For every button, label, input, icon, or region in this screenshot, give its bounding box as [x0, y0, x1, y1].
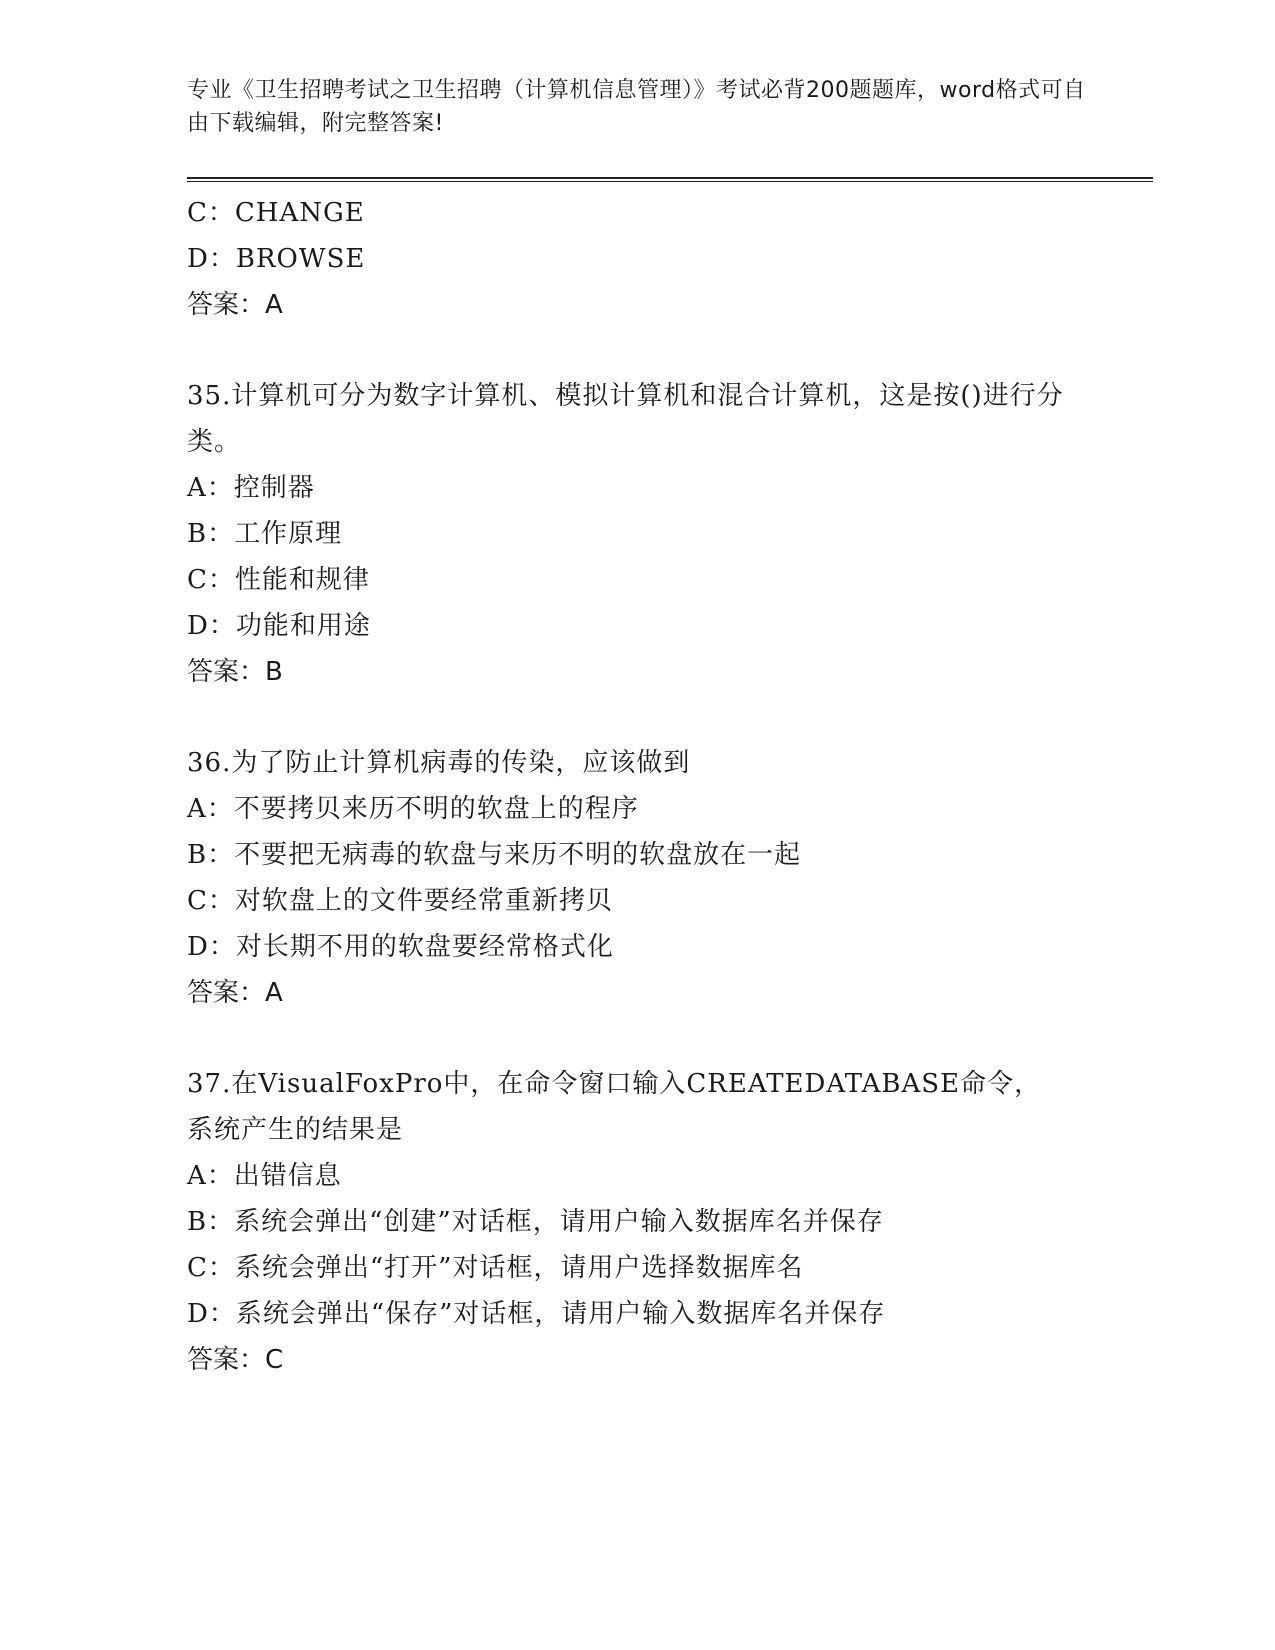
- question-stem: 37.在VisualFoxPro中，在命令窗口输入CREATEDATABASE命令，系统产生的结果是: [187, 1069, 1042, 1145]
- answer-line: 答案：C: [187, 1345, 284, 1375]
- option-d: D：BROWSE: [187, 244, 366, 274]
- option-a: A：不要拷贝来历不明的软盘上的程序: [187, 794, 639, 824]
- option-c: C：性能和规律: [187, 565, 370, 595]
- answer-line: 答案：A: [187, 290, 283, 320]
- question-stem: 35.计算机可分为数字计算机、模拟计算机和混合计算机，这是按()进行分类。: [187, 381, 1064, 457]
- option-d: D：功能和用途: [187, 611, 371, 641]
- option-c: C：CHANGE: [187, 198, 365, 228]
- option-c: C：对软盘上的文件要经常重新拷贝: [187, 886, 613, 916]
- header-title: 专业《卫生招聘考试之卫生招聘（计算机信息管理）》考试必背200题题库，word格式可自由下载编辑，附完整答案!: [187, 78, 1086, 136]
- option-d: D：系统会弹出“保存”对话框，请用户输入数据库名并保存: [187, 1299, 886, 1329]
- option-b: B：工作原理: [187, 519, 343, 549]
- option-a: A：控制器: [187, 473, 315, 503]
- question-stem: 36.为了防止计算机病毒的传染，应该做到: [187, 748, 691, 778]
- option-d: D：对长期不用的软盘要经常格式化: [187, 932, 614, 962]
- document-header: [187, 74, 1107, 140]
- option-b: B：系统会弹出“创建”对话框，请用户输入数据库名并保存: [187, 1207, 884, 1237]
- option-a: A：出错信息: [187, 1161, 342, 1191]
- option-c: C：系统会弹出“打开”对话框，请用户选择数据库名: [187, 1253, 804, 1283]
- option-b: B：不要把无病毒的软盘与来历不明的软盘放在一起: [187, 840, 802, 870]
- answer-line: 答案：A: [187, 978, 283, 1008]
- question-content: [187, 190, 1087, 1383]
- header-divider: [187, 177, 1153, 182]
- answer-line: 答案：B: [187, 657, 283, 687]
